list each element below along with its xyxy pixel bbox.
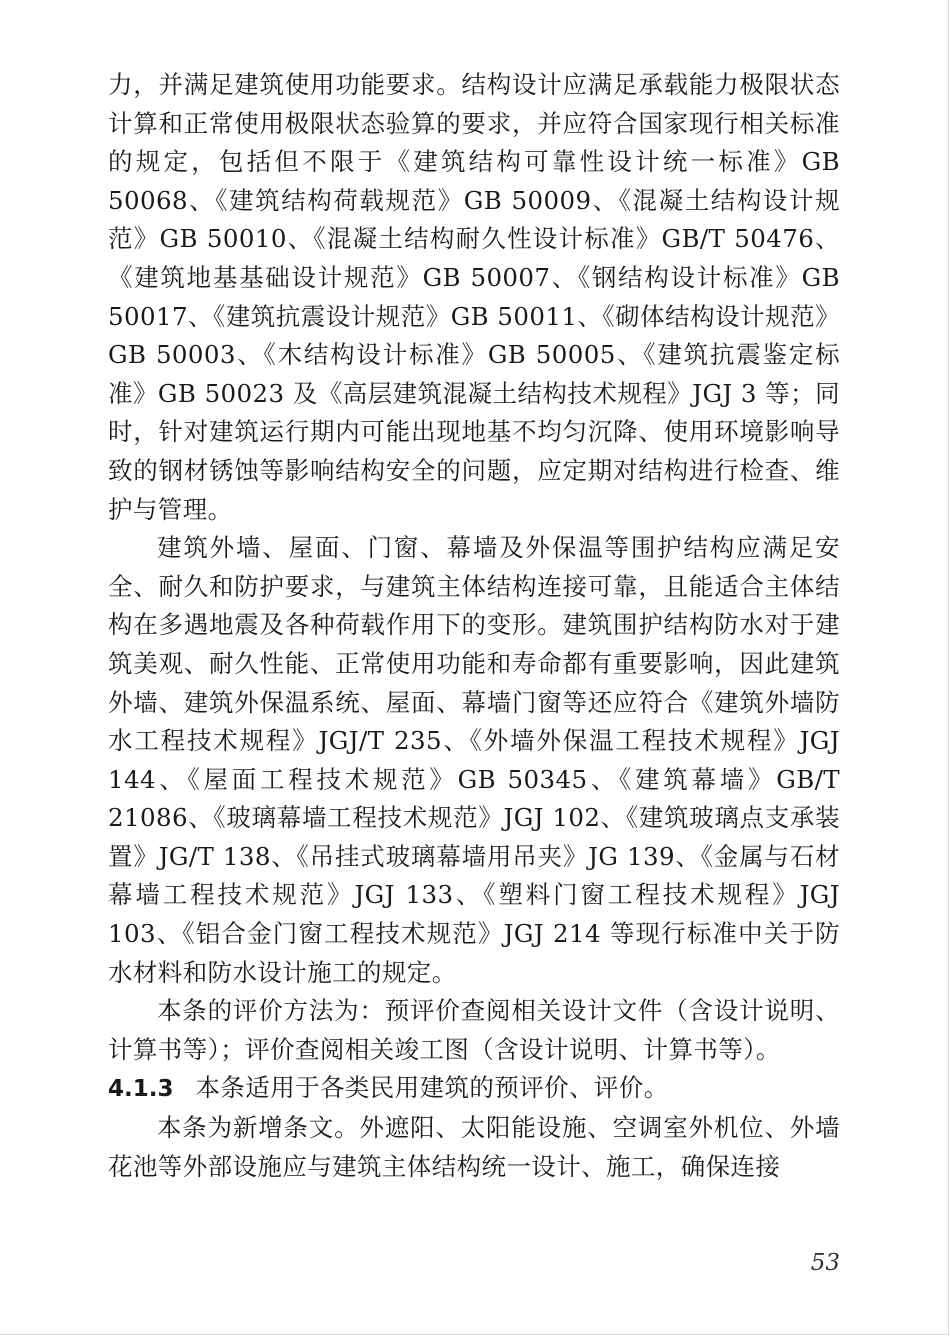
page-body <box>108 66 840 1186</box>
clause-text: 本条适用于各类民用建筑的预评价、评价。 <box>195 1073 669 1103</box>
clause-number: 4.1.3 <box>108 1076 174 1103</box>
paragraph-continued: 力，并满足建筑使用功能要求。结构设计应满足承载能力极限状态计算和正常使用极限状态验算的要求，并应符合国家现行相关标准的规定，包括但不限于《建筑结构可靠性设计统一标准》GB 50068、《建筑结构荷载规范》GB 50009、《混凝土结构设计规范》GB 50010、《混凝土结构耐久性设计标准》GB/T 50476、《建筑地基基础设计规范》GB 50007、《钢结构设计标准》GB 50017、《建筑抗震设计规范》GB 50011、《砌体结构设计规范》GB 50003、《木结构设计标准》GB 50005、《建筑抗震鉴定标准》GB 50023 及《高层建筑混凝土结构技术规程》JGJ 3 等；同时，针对建筑运行期内可能出现地基不均匀沉降、使用环境影响导致的钢材锈蚀等影响结构安全的问题，应定期对结构进行检查、维护与管理。 <box>108 70 840 524</box>
paragraph-envelope-structure: 建筑外墙、屋面、门窗、幕墙及外保温等围护结构应满足安全、耐久和防护要求，与建筑主体结构连接可靠，且能适合主体结构在多遇地震及各种荷载作用下的变形。建筑围护结构防水对于建筑美观、耐久性能、正常使用功能和寿命都有重要影响，因此建筑外墙、建筑外保温系统、屋面、幕墙门窗等还应符合《建筑外墙防水工程技术规程》JGJ/T 235、《外墙外保温工程技术规程》JGJ 144、《屋面工程技术规范》GB 50345、《建筑幕墙》GB/T 21086、《玻璃幕墙工程技术规范》JGJ 102、《建筑玻璃点支承装置》JG/T 138、《吊挂式玻璃幕墙用吊夹》JG 139、《金属与石材幕墙工程技术规范》JGJ 133、《塑料门窗工程技术规程》JGJ 103、《铝合金门窗工程技术规范》JGJ 214 等现行标准中关于防水材料和防水设计施工的规定。 <box>108 533 840 987</box>
paragraph-evaluation-method: 本条的评价方法为：预评价查阅相关设计文件（含设计说明、计算书等）；评价查阅相关竣工图（含设计说明、计算书等）。 <box>108 996 840 1064</box>
clause-heading <box>108 1069 840 1109</box>
page-number: 53 <box>810 1250 840 1276</box>
paragraph-new-clause: 本条为新增条文。外遮阳、太阳能设施、空调室外机位、外墙花池等外部设施应与建筑主体结构统一设计、施工，确保连接 <box>108 1113 840 1181</box>
